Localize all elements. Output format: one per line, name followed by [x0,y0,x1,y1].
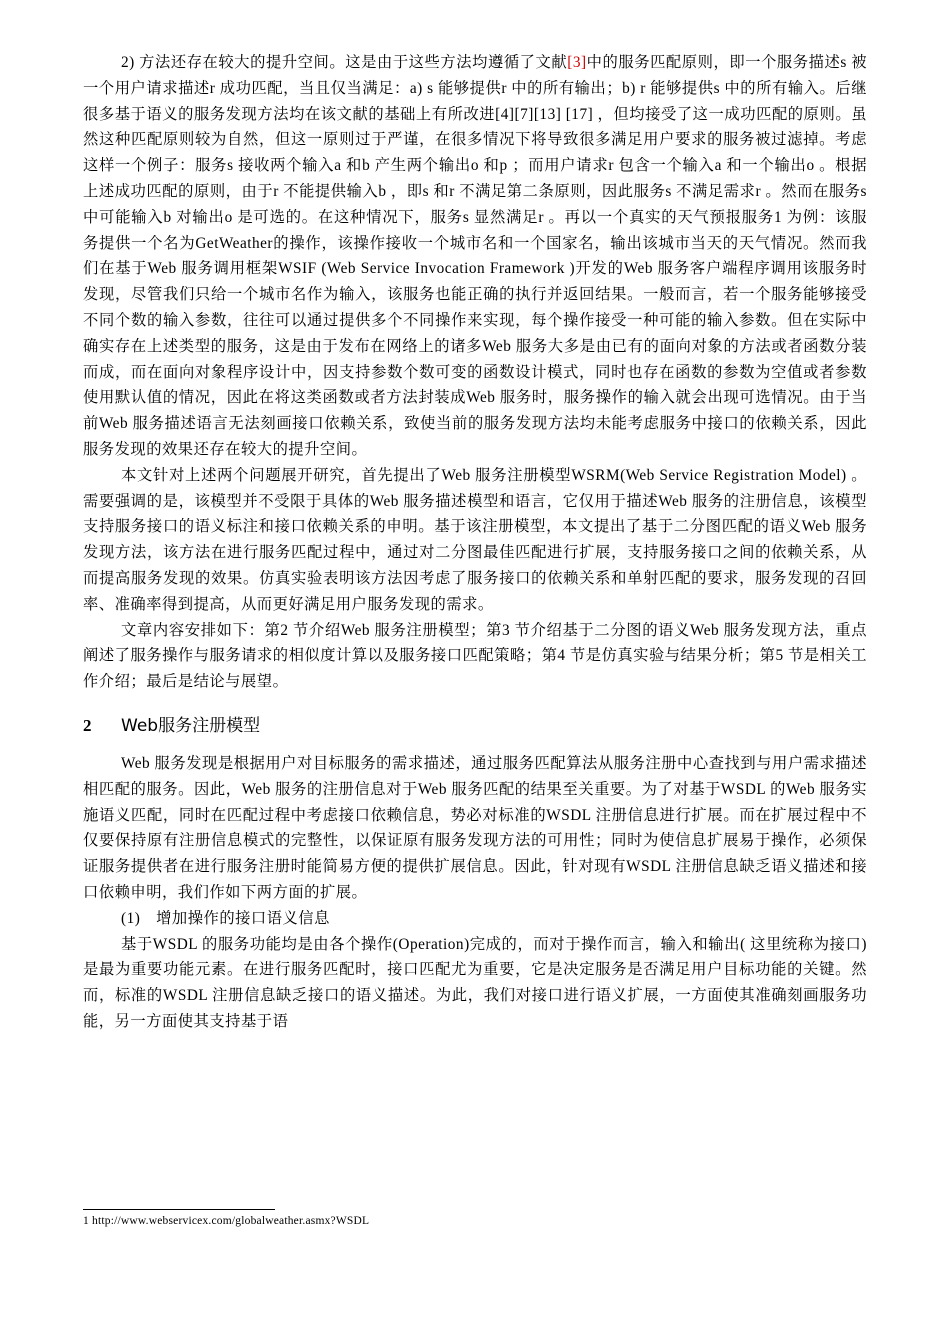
paragraph-3: 文章内容安排如下：第2 节介绍Web 服务注册模型；第3 节介绍基于二分图的语义Web 服务发现方法，重点阐述了服务操作与服务请求的相似度计算以及服务接口匹配策略；第4 节是仿真实验与结果分析；第5 节是相关工作介绍；最后是结论与展望。 [83,621,867,691]
list-item-heading: (1) 增加操作的接口语义信息 [121,909,330,927]
paragraph-1-start: 2) 方法还存在较大的提升空间。这是由于这些方法均遵循了文献 [121,54,568,71]
citation-link[interactable]: [3] [567,54,587,71]
section-title: Web服务注册模型 [121,715,261,736]
paragraph-2: 本文针对上述两个问题展开研究，首先提出了Web 服务注册模型WSRM(Web Service Registration Model) 。需要强调的是，该模型并不受限于具体的Web 服务描述模型和语言，它仅用于描述Web 服务的注册信息，该模型支持服务接口的语义标注和接口依赖关系的申明。基于该注册模型，本文提出了基于二分图匹配的语义Web 服务发现方法，该方法在进行服务匹配过程中，通过对二分图最佳匹配进行扩展，支持服务接口之间的依赖关系，从而提高服务发现的效果。仿真实验表明该方法因考虑了服务接口的依赖关系和单射匹配的要求，服务发现的召回率、准确率得到提高，从而更好满足用户服务发现的需求。 [83,466,867,613]
section-heading [83,713,867,739]
body-text [83,50,867,1035]
paragraph-4: Web 服务发现是根据用户对目标服务的需求描述，通过服务匹配算法从服务注册中心查找到与用户需求描述相匹配的服务。因此，Web 服务的注册信息对于Web 服务匹配的结果至关重要。为了对基于WSDL 的Web 服务实施语义匹配，同时在匹配过程中考虑接口依赖信息，势必对标准的WSDL 注册信息进行扩展。而在扩展过程中不仅要保持原有注册信息模式的完整性，以保证原有服务发现方法的可用性；同时为使信息扩展易于操作，必须保证服务提供者在进行服务注册时能简易方便的提供扩展信息。因此，针对现有WSDL 注册信息缺乏语义描述和接口依赖申明，我们作如下两方面的扩展。 [83,754,867,901]
footnote: 1 http://www.webservicex.com/globalweather.asmx?WSDL [83,1215,370,1227]
footnote-divider [83,1209,275,1210]
paragraph-1-rest: 中的服务匹配原则，即一个服务描述s 被一个用户请求描述r 成功匹配，当且仅当满足：a) s 能够提供r 中的所有输出；b) r 能够提供s 中的所有输入。后继很多基于语义的服务发现方法均在该文献的基础上有所改进[4][7][13] [17] ，但均接受了这一成功匹配的原则。虽然这种匹配原则较为自然，但这一原则过于严谨，在很多情况下将导致很多满足用户要求的服务被过滤掉。考虑这样一个例子：服务s 接收两个输入a 和b 产生两个输出o 和p ；而用户请求r 包含一个输入a 和一个输出o 。根据上述成功匹配的原则，由于r 不能提供输入b ，即s 和r 不满足第二条原则，因此服务s 不满足需求r 。然而在服务s 中可能输入b 对输出o 是可选的。在这种情况下，服务s 显然满足r 。再以一个真实的天气预报服务1 为例：该服务提供一个名为GetWeather的操作，该操作接收一个城市名和一个国家名，输出该城市当天的天气情况。然而我们在基于Web 服务调用框架WSIF (Web Service Invocation Framework )开发的Web 服务客户端程序调用该服务时发现，尽管我们只给一个城市名作为输入，该服务也能正确的执行并返回结果。一般而言，若一个服务能够接受不同个数的输入参数，往往可以通过提供多个不同操作来实现，每个操作接受一种可能的输入参数。但在实际中确实存在上述类型的服务，这是由于发布在网络上的诸多Web 服务大多是由已有的面向对象的方法或者函数分装而成，而在面向对象程序设计中，因支持参数个数可变的函数设计模式，同时也存在函数的参数为空值或者参数使用默认值的情况，因此在将这类函数或者方法封装成Web 服务时，服务操作的输入就会出现可选情况。由于当前Web 服务描述语言无法刻画接口依赖关系，致使当前的服务发现方法均未能考虑服务中接口的依赖关系，因此服务发现的效果还存在较大的提升空间。 [83,54,867,458]
paragraph-6: 基于WSDL 的服务功能均是由各个操作(Operation)完成的，而对于操作而言，输入和输出( 这里统称为接口) 是最为重要功能元素。在进行服务匹配时，接口匹配尤为重要，它是决定服务是否满足用户目标功能的关键。然而，标准的WSDL 注册信息缺乏接口的语义描述。为此，我们对接口进行语义扩展，一方面使其准确刻画服务功能，另一方面使其支持基于语 [83,935,867,1030]
section-number: 2 [83,715,92,735]
paragraph-1 [83,50,867,463]
